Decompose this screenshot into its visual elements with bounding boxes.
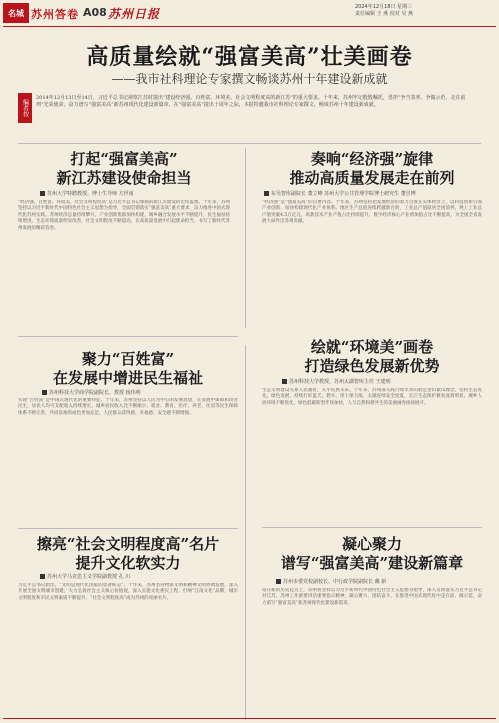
- article-1-title: 打起“强富美高” 新江苏建设使命担当: [56, 150, 192, 187]
- masthead-meta: [355, 4, 495, 18]
- masthead-editors: 责任编辑 王 燕 校对 吴 燕: [355, 11, 413, 17]
- article-3-text: 实现“百姓富”是中国式现代化的重要特征。十年来，苏州坚持以人民为中心的发展思想，在发展中保障和改善民生，居民人均可支配收入持续增长，城乡居民收入比不断缩小，就业、教育、医疗、养老、住房等民生保障体系不断完善，共同富裕的成色更加充足，人民群众获得感、幸福感、安全感不断增强。: [18, 398, 238, 416]
- divider: [18, 336, 238, 337]
- masthead-date: 2024年12月18日 星期三: [355, 4, 413, 10]
- paper-logo: 名城: [3, 3, 29, 23]
- divider: [18, 143, 481, 144]
- column-divider: [245, 345, 246, 720]
- article-2-text: “经济强”是“强富美高”的首要内容。十年来，苏州坚持把发展经济的着力点放在实体经济上，以科技创新引领产业创新，加快构建现代化产业体系。地区生产总值连续跨越新台阶，工业总产值稳居全国前列，规上工业总产值突破4.5万亿元，高新技术产业产值占比持续提升，数字经济核心产业增加值占比不断提高，为全国全省发展大局作出苏州贡献。: [262, 200, 482, 225]
- divider: [262, 527, 482, 528]
- column-divider: [245, 148, 246, 328]
- article-2-byline: 东吴智库副院长 董立峰 苏州大学公共管理学院博士研究生 董昱博: [264, 190, 416, 197]
- article-4-title: 绘就“环境美”画卷 打造绿色发展新优势: [304, 338, 440, 375]
- article-6-title: 凝心聚力 谱写“强富美高”建设新篇章: [280, 535, 464, 572]
- article-5-byline: 苏州大学马克思主义学院副教授 孔 川: [40, 573, 130, 580]
- article-3-byline: 苏州科技大学商学院副院长、教授 杨伟明: [42, 389, 141, 396]
- article-1-text: “经济强、百姓富、环境美、社会文明程度高”是习近平总书记擘画的新江苏建设的宏伟蓝图。十年来，苏州坚持以习近平新时代中国特色社会主义思想为指导，全面贯彻落实“强富美高”重大要求，奋力推进中国式现代化苏州实践。苏州经济总量持续攀升，产业创新集群加快构建，城乡融合发展水平不断提升，民生福祉持续增进，生态环境质量明显改善，社会文明程度不断提高，在高质量发展中打起使命担当，书写了新时代苏州发展的精彩答卷。: [18, 200, 230, 231]
- article-2-title: 奏响“经济强”旋律 推动高质量发展走在前列: [289, 150, 455, 187]
- article-5-text: 习近平总书记指出，“文明是现代化国家的显著标志”。十年来，苏州坚持物质文明和精神文明协调发展，深入开展全国文明城市创建，大力弘扬社会主义核心价值观，深入实施文化惠民工程，打响“江南文化”品牌，城市文明程度和市民文明素质不断提升，“社会文明程度高”成为苏州的亮丽名片。: [18, 583, 238, 601]
- page-number: A08: [83, 6, 107, 19]
- page-bottom-rule: [3, 718, 496, 719]
- page-subtitle: ——我市社科理论专家撰文畅谈苏州十年建设新成就: [111, 72, 388, 86]
- editor-note-tag: 编者按: [18, 93, 32, 123]
- paper-name: 苏州日报: [108, 7, 161, 21]
- masthead-rule: [3, 26, 496, 27]
- section-name: 苏州答卷: [31, 8, 79, 21]
- article-3-title: 聚力“百姓富” 在发展中增进民生福祉: [52, 350, 203, 387]
- editor-note-text: 2014年12月13日至14日，习近平总书记视察江苏时提出“建设经济强、百姓富、环境美、社会文明程度高的新江苏”的重大要求。十年来，苏州牢记殷殷嘱托，勇担“争当表率、争做示范、走在前列”光荣使命，奋力谱写“强富美高”新苏州现代化建设新篇章。在“强富美高”提出十周年之际，本报特邀我市社科理论专家撰文，畅谈苏州十年建设新成就。: [36, 95, 466, 108]
- article-1-byline: 苏州大学特聘教授、博士生导师 方世南: [40, 190, 134, 197]
- article-4-byline: 苏州科技大学教授、苏州太湖智库主任 王建明: [282, 378, 391, 385]
- article-4-text: 生态文明建设关系人民福祉，关乎民族未来。十年来，苏州深入践行绿水青山就是金山银山理念，坚持生态优先、绿色发展，持续打好蓝天、碧水、净土保卫战，太湖连续安全度夏，长江生态保护修复成效明显，城乡人居环境不断优化，绿色低碳转型步伐加快，人与自然和谐共生的美丽画卷徐徐展开。: [262, 388, 482, 406]
- page-title: 高质量绘就“强富美高”壮美画卷: [86, 44, 413, 70]
- article-6-byline: 苏州市委党校副校长、中行政学院副院长 戴 新: [276, 578, 386, 585]
- article-6-text: 站在新的历史起点上，苏州将坚持以习近平新时代中国特色社会主义思想为指导，深入贯彻落实习近平总书记对江苏、苏州工作重要讲话重要指示精神，凝心聚力、团结奋斗，在推进中国式现代化中走在前、做示范，奋力谱写“强富美高”新苏州现代化建设新篇章。: [262, 588, 482, 606]
- article-5-title: 擦亮“社会文明程度高”名片 提升文化软实力: [36, 535, 220, 572]
- divider: [18, 528, 238, 529]
